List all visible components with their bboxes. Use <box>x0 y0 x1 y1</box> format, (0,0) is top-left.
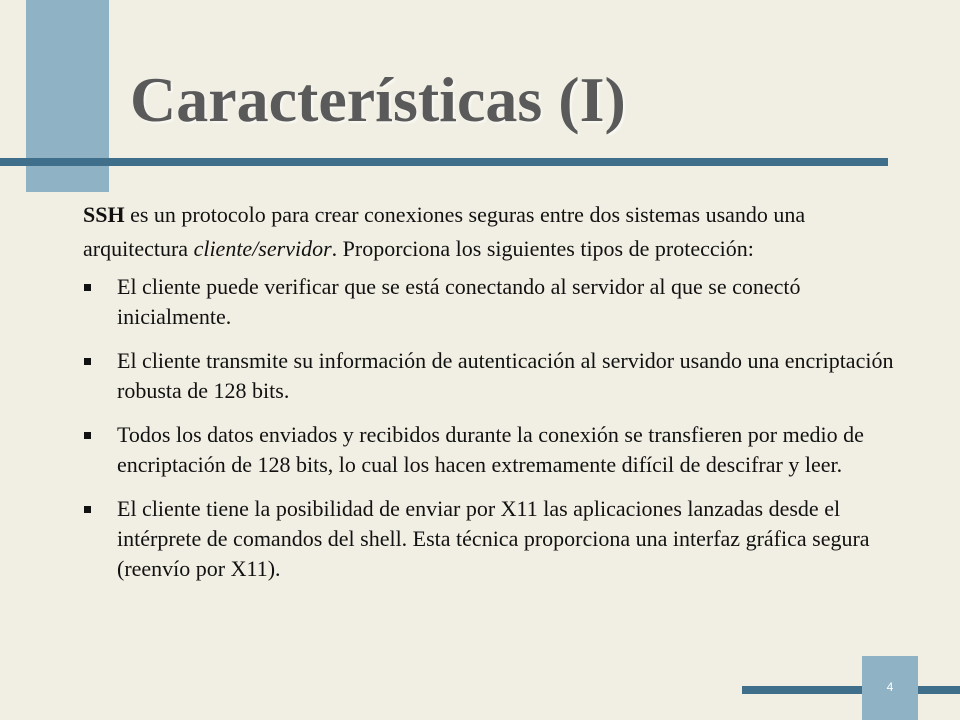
bullet-text: El cliente puede verificar que se está conectando al servidor al que se conectó inicialmente. <box>117 274 801 329</box>
intro-bold-term: SSH <box>83 202 125 227</box>
intro-paragraph <box>83 198 898 266</box>
footer-divider <box>742 686 960 694</box>
slide-title: Características (I) <box>130 64 626 135</box>
bullet-text: El cliente tiene la posibilidad de enviar por X11 las aplicaciones lanzadas desde el intérprete de comandos del shell. Esta técnica proporciona una interfaz gráfica segura (reenvío por X11). <box>117 496 870 581</box>
square-bullet-icon <box>84 358 91 365</box>
square-bullet-icon <box>84 506 91 513</box>
bullet-item <box>83 346 898 406</box>
slide-content <box>83 198 898 598</box>
slide-number: 4 <box>886 680 894 694</box>
intro-text-2: . Proporciona los siguientes tipos de protección: <box>331 236 754 261</box>
bullet-list <box>83 272 898 584</box>
bullet-item <box>83 272 898 332</box>
bullet-text: El cliente transmite su información de autenticación al servidor usando una encriptación robusta de 128 bits. <box>117 348 894 403</box>
bullet-item <box>83 420 898 480</box>
bullet-item <box>83 494 898 584</box>
intro-italic-term: cliente/servidor <box>193 236 332 261</box>
title-divider <box>0 158 888 166</box>
square-bullet-icon <box>84 284 91 291</box>
intro-text-1: es un protocolo para crear conexiones seguras entre dos sistemas usando una arquitectura <box>83 202 806 261</box>
square-bullet-icon <box>84 432 91 439</box>
bullet-text: Todos los datos enviados y recibidos durante la conexión se transfieren por medio de encriptación de 128 bits, lo cual los hacen extremamente difícil de descifrar y leer. <box>117 422 864 477</box>
